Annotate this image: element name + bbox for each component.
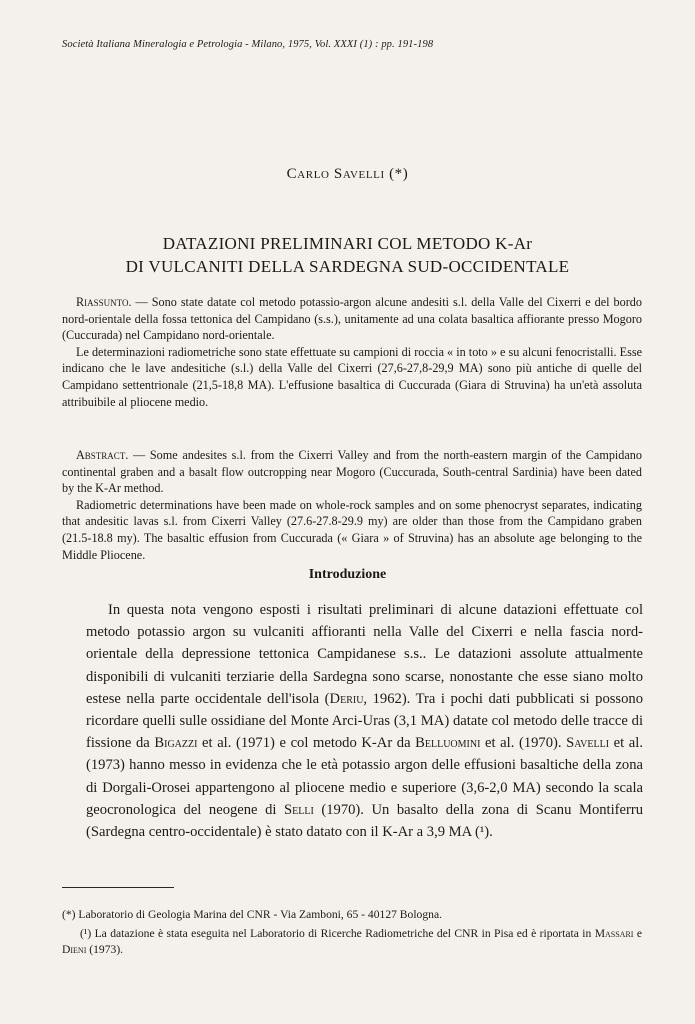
footnotes — [62, 907, 642, 962]
intro-text-1: In questa nota vengono esposti i risultati preliminari di alcune datazioni effettuate col metodo potassio argon su vulcaniti affioranti nella Valle del Cixerri e nella fascia nord-orientale della depressione tettonica Campidanese s.s.. Le datazioni assolute attualmente disponibili di vulcaniti terziarie della Sardegna sono scarse, nonostante che esse siano molto estese nella parte occidentale dell'isola ( — [86, 602, 643, 707]
citation-bigazzi: Bigazzi — [154, 735, 198, 752]
citation-massari: Massari — [594, 927, 634, 941]
footnote-1 — [62, 926, 642, 958]
citation-dieni: Dieni — [62, 943, 87, 957]
intro-text-2: , 1962). Tra i pochi dati pubblicati si possono ricordare quelli sulle ossidiane del Monte Arci-Uras (3,1 MA) datate col metodo delle tracce di fissione da — [86, 690, 643, 752]
riassunto-text-1: — Sono state datate col metodo potassio-argon alcune andesiti s.l. della Valle del Cixerri e del bordo nord-orientale della fossa tettonica del Campidano (s.s.), unitamente ad una colata basaltica affiorante presso Mogoro (Cuccurada) nel Campidano nord-orientale. — [62, 295, 642, 343]
abstract-block — [62, 447, 642, 563]
introduction-body — [86, 599, 643, 843]
abstract-paragraph-1 — [62, 447, 642, 497]
abstract-paragraph-2: Radiometric determinations have been made on whole-rock samples and on some phenocryst separates, indicating that andesitic lavas s.l. from Cixerri Valley (27.6-27.8-29.9 my) are older than those from the Campidano graben (21.5-18.8 my). The basaltic effusion from Cuccurada (« Giara » of Struvina) has an absolute age belonging to the Middle Pliocene. — [62, 497, 642, 562]
citation-selli: Selli — [284, 801, 314, 818]
intro-text-5: et al. (1973) hanno messo in evidenza che le età potassio argon delle effusioni basaltiche della zona di Dorgali-Orosei appartengono al pliocene medio e superiore (3,6-2,0 MA) secondo la scala geocronologica del neogene di — [86, 735, 643, 818]
citation-belluomini: Belluomini — [415, 735, 481, 752]
section-heading: Introduzione — [308, 567, 387, 582]
intro-text-3: et al. (1971) e col metodo K-Ar da — [197, 735, 416, 752]
riassunto-block — [62, 294, 642, 410]
paper-title — [0, 232, 695, 278]
citation-savelli: Savelli — [566, 735, 610, 752]
footnote-divider — [62, 887, 174, 888]
citation-deriu: Deriu — [329, 690, 364, 707]
author-name: Carlo Savelli (*) — [286, 166, 409, 182]
footnote-author-affiliation: (*) Laboratorio di Geologia Marina del CNR - Via Zamboni, 65 - 40127 Bologna. — [62, 908, 442, 921]
footnote-1-text-b: e — [633, 927, 642, 941]
title-line-1: DATAZIONI PRELIMINARI COL METODO K-Ar — [162, 234, 533, 253]
intro-text-6: (1970). Un basalto della zona di Scanu Montiferru (Sardegna centro-occidentale) è stato datato con il K-Ar a 3,9 MA (¹). — [86, 801, 643, 841]
riassunto-lead: Riassunto. — [76, 295, 132, 309]
introduction-paragraph — [86, 599, 643, 843]
footnote-1-text-c: (1973). — [86, 943, 124, 957]
riassunto-paragraph-2: Le determinazioni radiometriche sono state effettuate su campioni di roccia « in toto » e su alcuni fenocristalli. Esse indicano che le lave andesitiche (s.l.) della Valle del Cixerri (27,6-27,8-29,9 MA) sono più antiche di quelle del Campidano settentrionale (21,5-18,8 MA). L'effusione basaltica di Cuccurada (Giara di Struvina) ha un'età assoluta attribuibile al pliocene medio. — [62, 344, 642, 409]
running-head: Società Italiana Mineralogia e Petrologia - Milano, 1975, Vol. XXXI (1) : pp. 191-198 — [62, 39, 434, 50]
abstract-lead: Abstract. — [76, 448, 129, 462]
footnote-1-text-a: (¹) La datazione è stata eseguita nel Laboratorio di Ricerche Radiometriche del CNR in Pisa ed è riportata in — [80, 927, 595, 941]
abstract-text-1: — Some andesites s.l. from the Cixerri Valley and from the north-eastern margin of the Campidano continental graben and a basalt flow outcropping near Mogoro (Cuccurada, South-central Sardinia) have been dated by the K-Ar method. — [62, 448, 642, 496]
riassunto-paragraph-1 — [62, 294, 642, 344]
title-line-2: DI VULCANITI DELLA SARDEGNA SUD-OCCIDENTALE — [125, 257, 570, 276]
intro-text-4: et al. (1970). — [480, 735, 567, 752]
